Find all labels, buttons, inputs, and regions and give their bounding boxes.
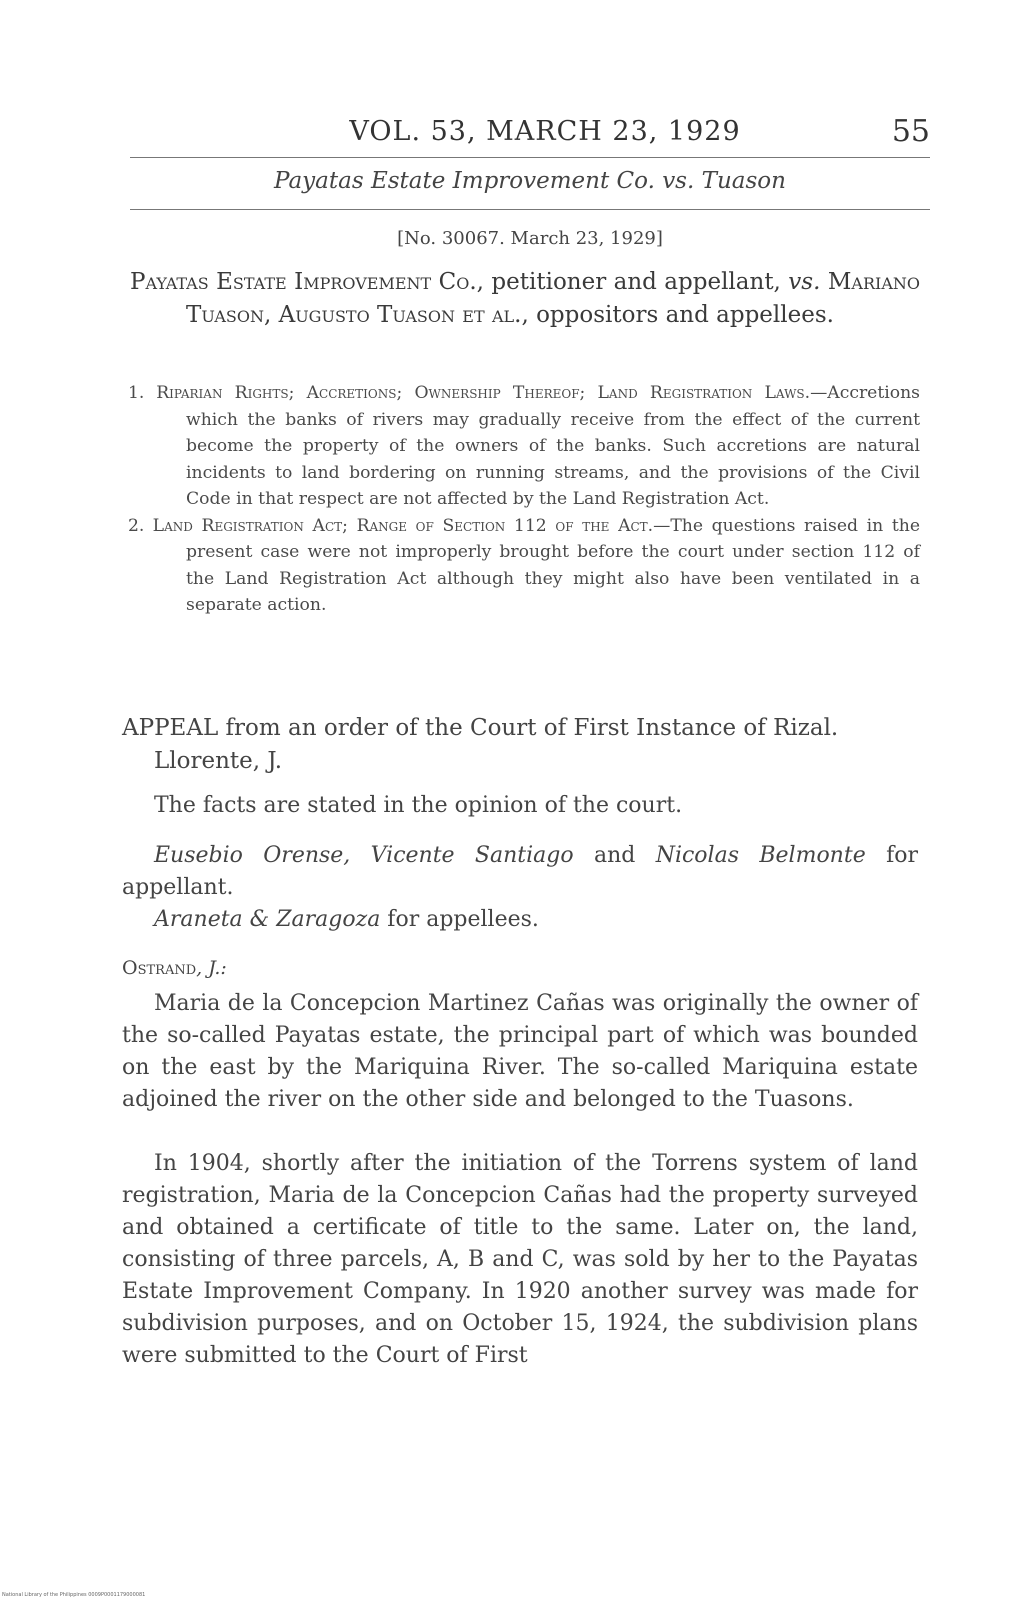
- running-head: [130, 108, 930, 152]
- petitioner-name: Payatas Estate Improvement Co.: [130, 269, 477, 295]
- versus: vs.: [788, 269, 821, 295]
- appellant-counsel: [122, 840, 918, 904]
- appellant-suffix: for appellant.: [122, 843, 918, 900]
- syllabus-item: [128, 513, 920, 619]
- opinion-paragraph: In 1904, shortly after the initiation of the Torrens system of land registration, Maria de la Concepcion Cañas had the property surveyed and obtained a certificate of title to the same. Later on, the land, consisting of three parcels, A, B and C, was sold by her to the Payatas Estate Improvement Company. In 1920 another survey was made for subdivision purposes, and on October 15, 1924, the subdivision plans were submitted to the Court of First: [122, 1151, 918, 1368]
- header-rule-top: [130, 157, 930, 158]
- syllabus-number: 1.: [128, 383, 145, 403]
- appeal-line: APPEAL from an order of the Court of First Instance of Rizal. Llorente, J.: [122, 715, 839, 774]
- header-rule-bottom: [130, 209, 930, 210]
- respondents-role: , oppositors and appellees.: [521, 302, 834, 328]
- respondents-name: Mariano Tuason, Augusto Tuason et al.: [186, 269, 920, 328]
- opinion-author: [122, 952, 918, 984]
- syllabus-text: —The questions raised in the present case were not improperly brought before the court under section 112 of the Land Registration Act although they might also have been ventilated in a separate action.: [186, 515, 921, 615]
- appellee-counsel-names: Araneta & Zaragoza: [154, 907, 381, 932]
- case-parties: [130, 266, 920, 332]
- appellant-counsel-names-2: Nicolas Belmonte: [655, 843, 866, 868]
- page-number: 55: [891, 114, 930, 149]
- counsel-and: and: [573, 843, 656, 868]
- author-suffix: , J.:: [196, 957, 227, 979]
- syllabus-text: —Accretions which the banks of rivers may gradually receive from the effect of the current become the property of the owners of the banks. Such accretions are natural incidents to land bordering on running streams, and the provisions of the Civil Code in that respect are not affected by the Land Registration Act.: [186, 383, 920, 509]
- appellant-counsel-names: Eusebio Orense, Vicente Santiago: [154, 843, 574, 868]
- author-name: Ostrand: [122, 957, 197, 979]
- appellee-counsel: [122, 904, 918, 936]
- syllabus: [128, 380, 920, 619]
- syllabus-number: 2.: [128, 515, 145, 536]
- appellee-suffix: for appellees.: [380, 907, 539, 932]
- docket-number: [No. 30067. March 23, 1929]: [397, 228, 663, 249]
- syllabus-heading: Land Registration Act; Range of Section 112 of the Act.: [152, 515, 654, 536]
- syllabus-heading: Riparian Rights; Accretions; Ownership Thereof; Land Registration Laws.: [156, 383, 811, 403]
- opinion-paragraph: Maria de la Concepcion Martinez Cañas was originally the owner of the so-called Payatas estate, the principal part of which was bounded on the east by the Mariquina River. The so-called Mariquina estate adjoined the river on the other side and belonged to the Tuasons.: [122, 991, 918, 1112]
- petitioner-role: , petitioner and appellant,: [476, 269, 789, 295]
- case-title: Payatas Estate Improvement Co. vs. Tuason: [274, 168, 786, 194]
- scan-footer-note: National Library of the Philippines 0009P0001179000081: [2, 1592, 146, 1598]
- syllabus-item: [128, 380, 920, 513]
- volume-line: VOL. 53, MARCH 23, 1929: [349, 116, 741, 147]
- facts-statement: The facts are stated in the opinion of the court.: [154, 793, 683, 818]
